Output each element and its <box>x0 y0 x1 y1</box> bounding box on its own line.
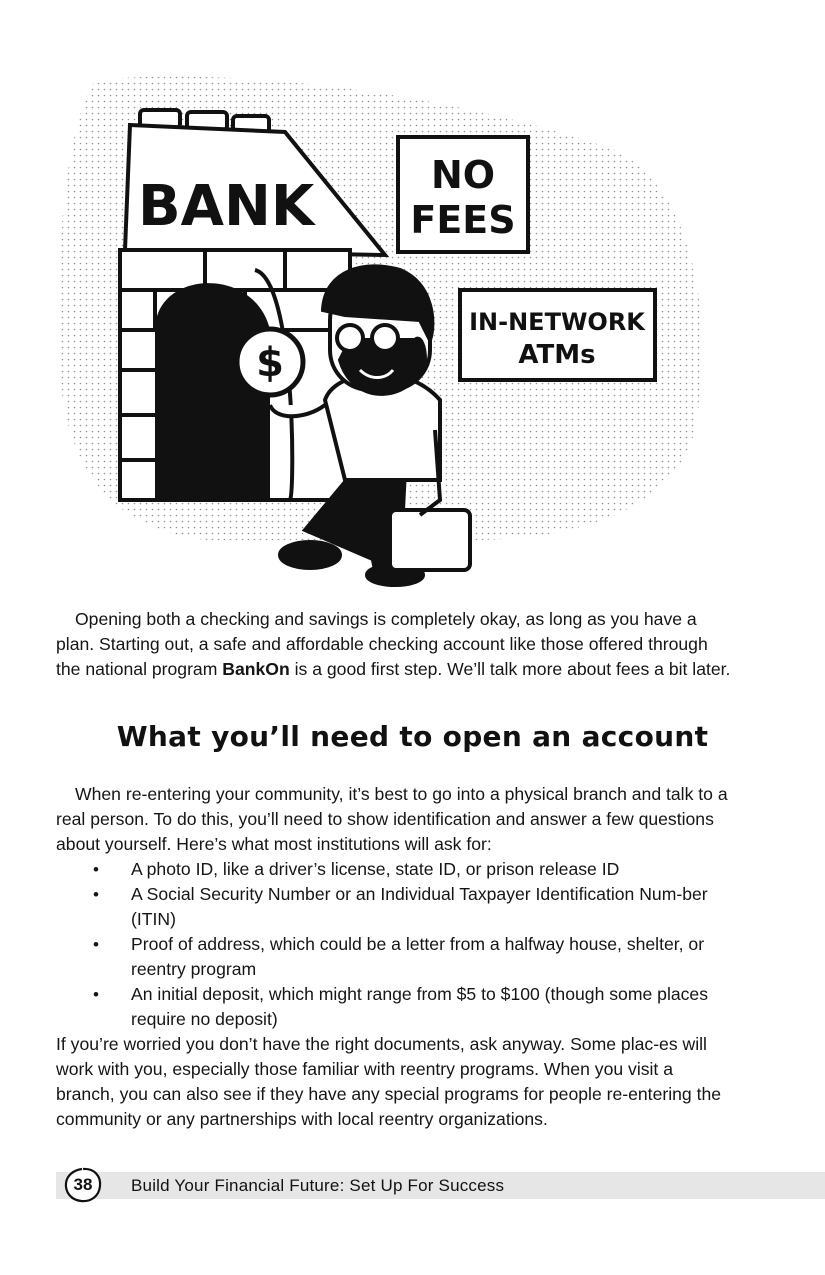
page-number <box>64 1167 102 1203</box>
intro-paragraph <box>56 607 736 682</box>
section-heading: What you’ll need to open an account <box>116 720 709 753</box>
bank-illustration <box>55 70 715 590</box>
bullet-icon: • <box>93 860 99 879</box>
intro-text-1: Opening both a checking and savings is completely okay, as long as you have a plan. Starting out, a safe and affordable checking account like those offered through the national program <box>56 609 708 679</box>
list-item <box>56 932 736 982</box>
documents-advice-text: If you’re worried you don’t have the right documents, ask anyway. Some plac-es will work with you, especially those familiar with reentry programs. When you visit a branch, you can also see if they have any special programs for people re-entering the community or any partnerships with local reentry organizations. <box>56 1034 722 1129</box>
bullet-icon: • <box>93 985 99 1004</box>
requirements-intro-text: When re-entering your community, it’s best to go into a physical branch and talk to a real person. To do this, you’ll need to show identification and answer a few questions about yourself. Here’s what most institutions will ask for: <box>56 784 728 854</box>
page-number-text: 38 <box>73 1175 93 1194</box>
coin-symbol: $ <box>256 340 284 386</box>
bankon-program-name: BankOn <box>222 659 290 679</box>
bullet-icon: • <box>93 935 99 954</box>
running-footer-title: Build Your Financial Future: Set Up For Success <box>131 1176 505 1195</box>
list-item <box>56 982 736 1032</box>
list-item <box>56 857 736 882</box>
no-fees-sign <box>398 137 528 252</box>
no-fees-line2: FEES <box>410 198 516 242</box>
bullet-icon: • <box>93 885 99 904</box>
list-item-text: An initial deposit, which might range from $5 to $100 (though some places require no deposit) <box>131 984 709 1029</box>
list-item-text: A Social Security Number or an Individual Taxpayer Identification Num-ber (ITIN) <box>131 884 708 929</box>
requirements-list <box>56 857 736 1032</box>
bank-sign-text: BANK <box>138 174 315 239</box>
intro-text-2: is a good first step. We’ll talk more about fees a bit later. <box>289 659 731 679</box>
list-item-text: Proof of address, which could be a letter from a halfway house, shelter, or reentry program <box>131 934 705 979</box>
atm-sign <box>460 290 655 380</box>
atm-sign-line2: ATMs <box>518 340 596 370</box>
documents-advice-paragraph <box>56 1032 736 1132</box>
no-fees-line1: NO <box>430 153 496 197</box>
atm-sign-line1: IN-NETWORK <box>469 308 645 336</box>
list-item-text: A photo ID, like a driver’s license, state ID, or prison release ID <box>131 859 620 879</box>
list-item <box>56 882 736 932</box>
requirements-intro-paragraph <box>56 782 736 857</box>
